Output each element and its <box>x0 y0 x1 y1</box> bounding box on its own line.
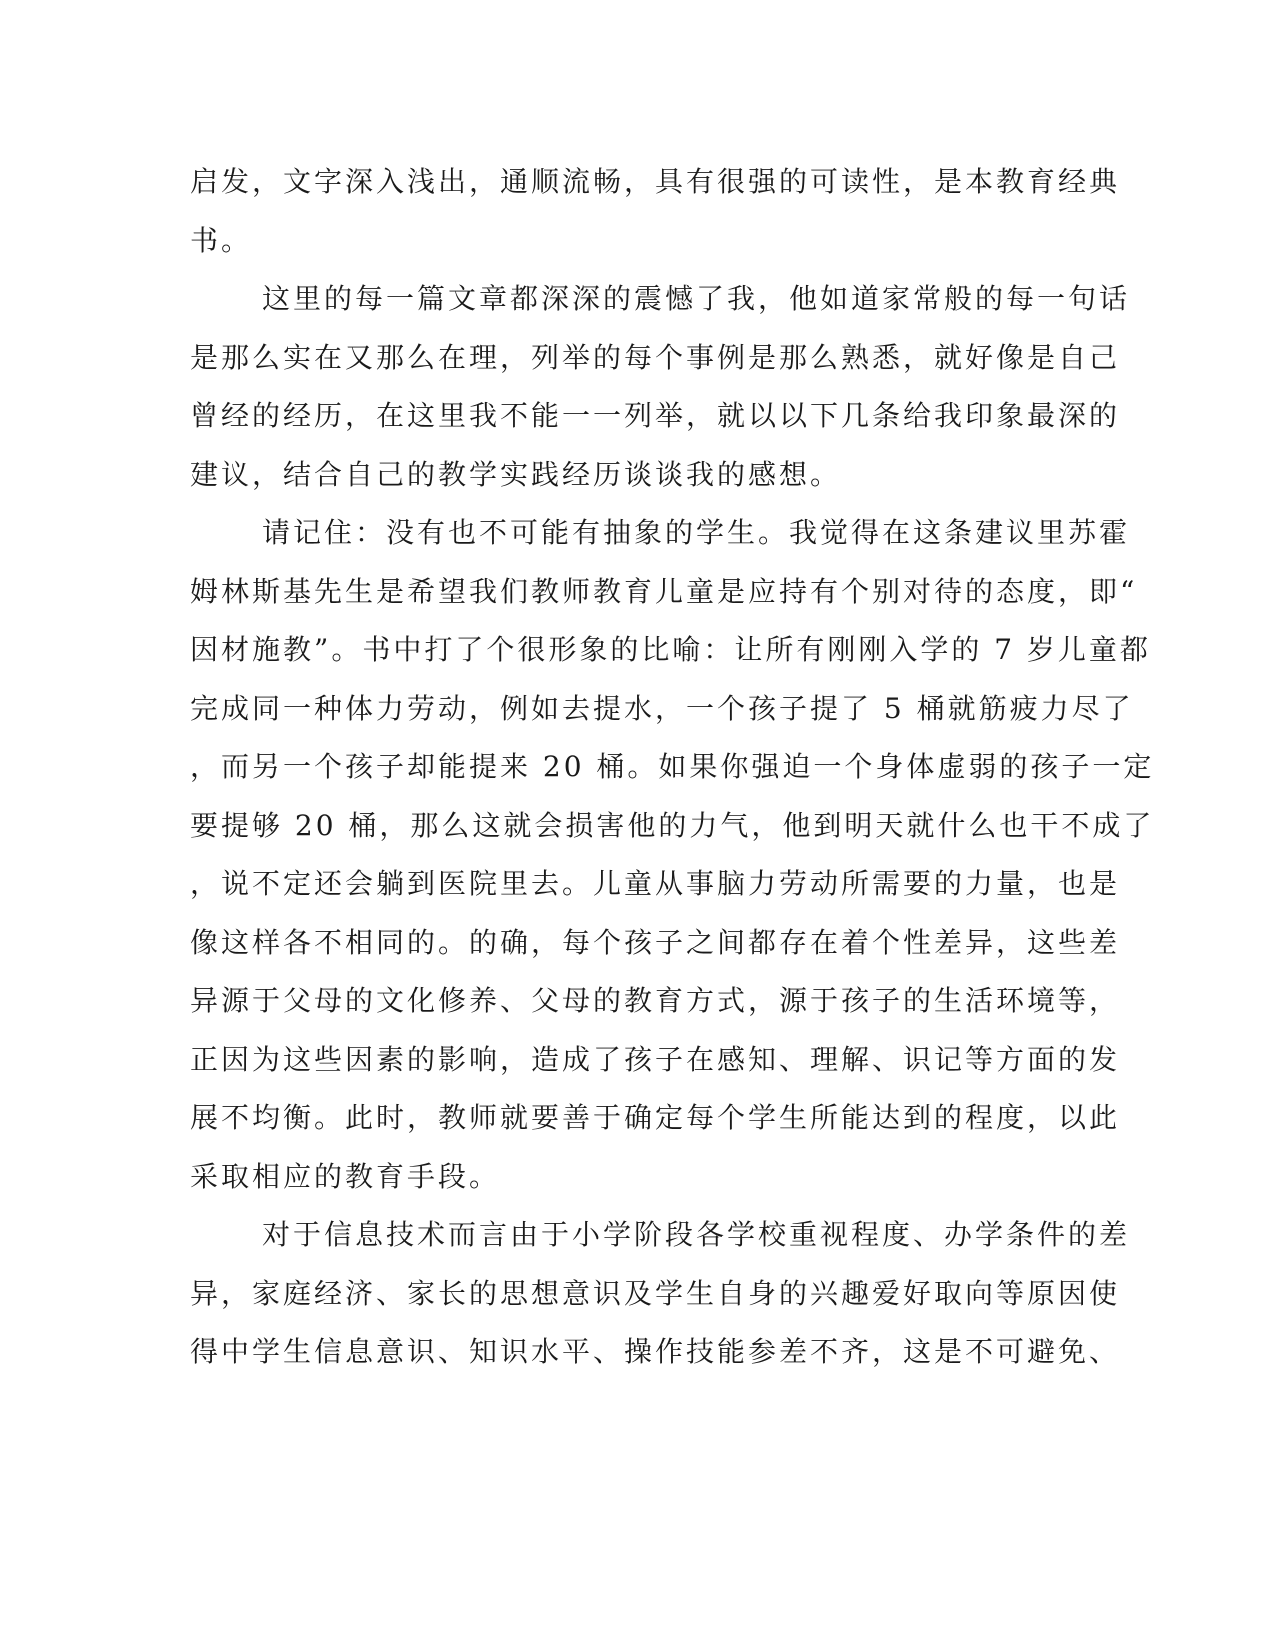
text-line: 建议，结合自己的教学实践经历谈谈我的感想。 <box>190 458 842 491</box>
text-line: 异，家庭经济、家长的思想意识及学生自身的兴趣爱好取向等原因使 <box>190 1277 1121 1310</box>
paragraph-first-line: 请记住：没有也不可能有抽象的学生。我觉得在这条建议里苏霍 <box>262 516 1131 549</box>
text-line: 完成同一种体力劳动，例如去提水，一个孩子提了 5 桶就筋疲力尽了 <box>190 692 1134 725</box>
text-line: 异源于父母的文化修养、父母的教育方式，源于孩子的生活环境等， <box>190 984 1121 1017</box>
text-line: 像这样各不相同的。的确，每个孩子之间都存在着个性差异，这些差 <box>190 926 1121 959</box>
text-line: 书。 <box>190 224 253 257</box>
text-line: 要提够 20 桶，那么这就会损害他的力气，他到明天就什么也干不成了 <box>190 809 1155 842</box>
paragraph-first-line: 这里的每一篇文章都深深的震憾了我，他如道家常般的每一句话 <box>262 282 1131 315</box>
text-line: 采取相应的教育手段。 <box>190 1160 501 1193</box>
paragraph-first-line: 对于信息技术而言由于小学阶段各学校重视程度、办学条件的差 <box>262 1218 1131 1251</box>
text-line: ，而另一个孩子却能提来 20 桶。如果你强迫一个身体虚弱的孩子一定 <box>190 750 1155 783</box>
text-line: 展不均衡。此时，教师就要善于确定每个学生所能达到的程度，以此 <box>190 1101 1121 1134</box>
text-line: 正因为这些因素的影响，造成了孩子在感知、理解、识记等方面的发 <box>190 1043 1121 1076</box>
text-line: 得中学生信息意识、知识水平、操作技能参差不齐，这是不可避免、 <box>190 1335 1121 1368</box>
text-line: 因材施教”。书中打了个很形象的比喻：让所有刚刚入学的 7 岁儿童都 <box>190 633 1151 666</box>
text-line: 启发，文字深入浅出，通顺流畅，具有很强的可读性，是本教育经典 <box>190 165 1121 198</box>
text-line: 姆林斯基先生是希望我们教师教育儿童是应持有个别对待的态度，即“ <box>190 575 1138 608</box>
text-line: 曾经的经历，在这里我不能一一列举，就以以下几条给我印象最深的 <box>190 399 1121 432</box>
text-line: ，说不定还会躺到医院里去。儿童从事脑力劳动所需要的力量，也是 <box>190 867 1121 900</box>
text-line: 是那么实在又那么在理，列举的每个事例是那么熟悉，就好像是自己 <box>190 341 1121 374</box>
